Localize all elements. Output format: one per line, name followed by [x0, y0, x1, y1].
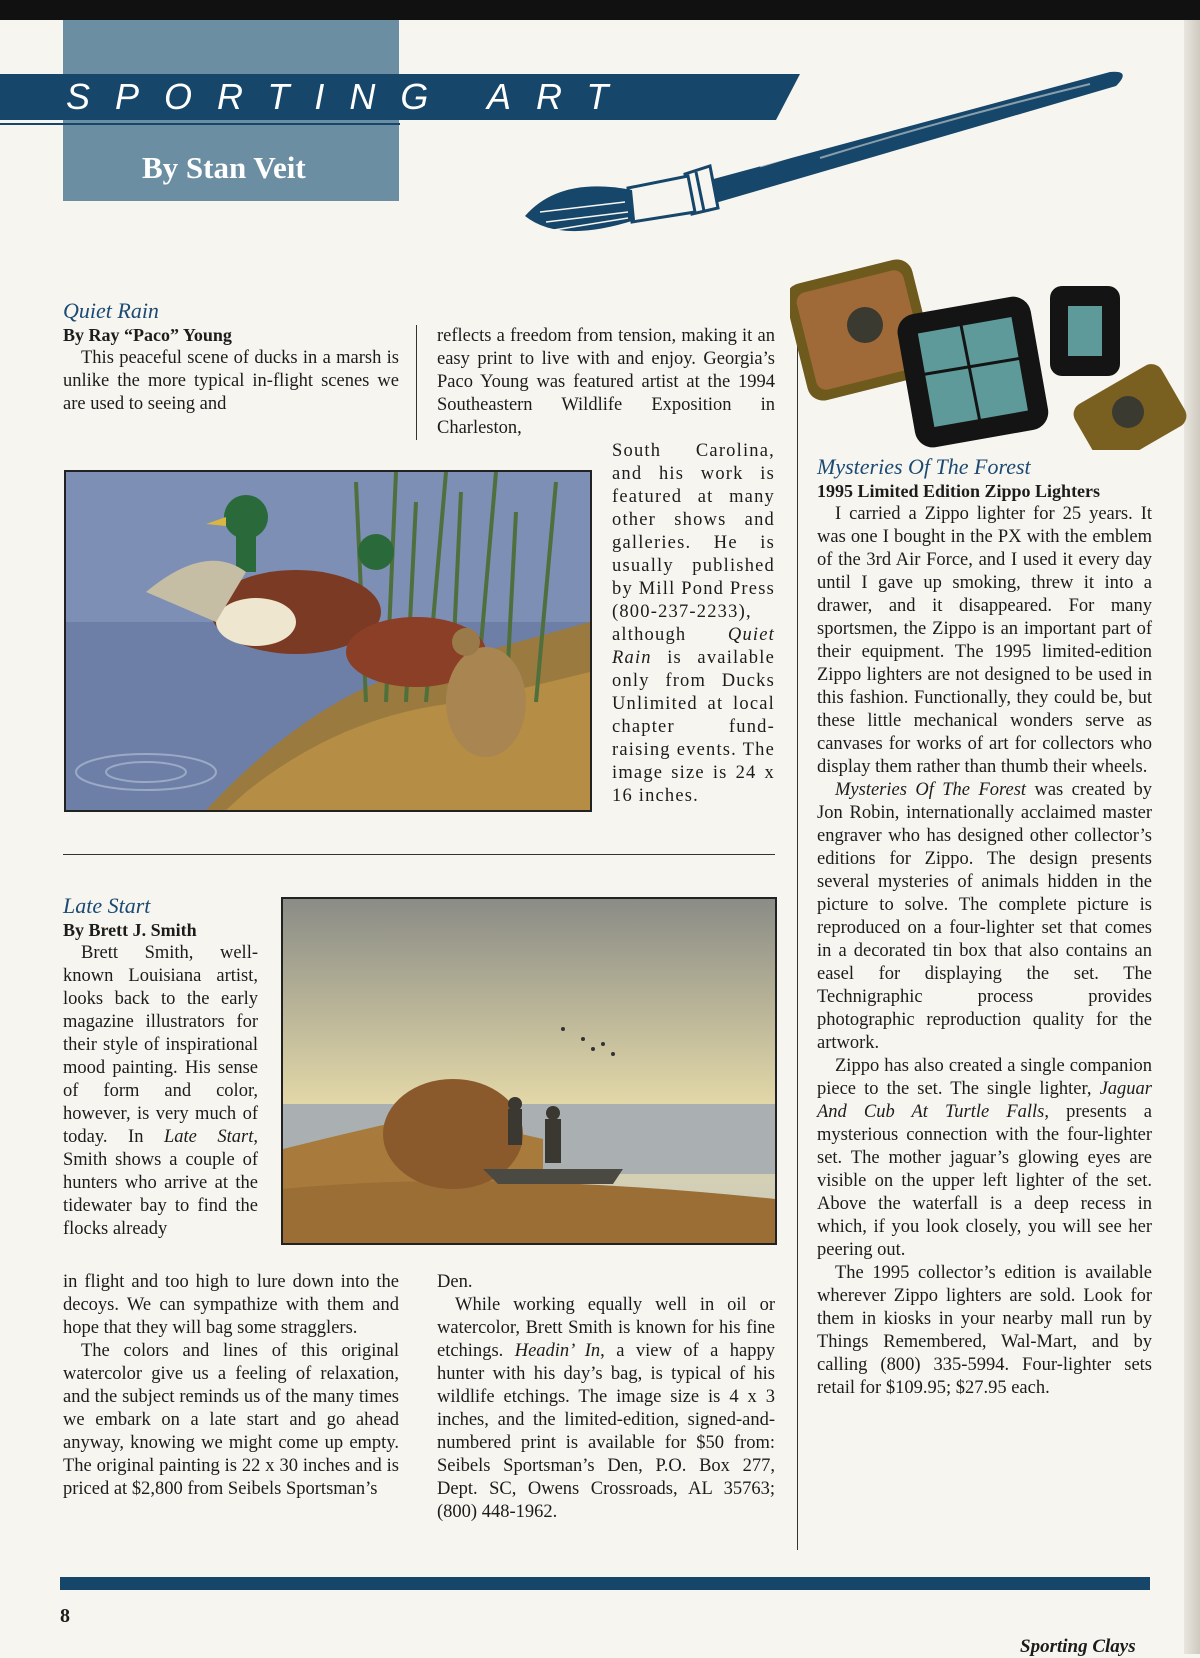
article3-para2-text: was created by Jon Robin, internationally acclaimed master engraver who has designed other collector’s editions for Zippo. The design presents several mysteries of animals hidden in the picture to solve. The complete picture is reproduced on a four-lighter set that comes in a decorated tin box that also contains an easel for displaying the set. The Technigraphic process provides photographic reproduction quality for the artwork. [817, 780, 1152, 1053]
article2-italic-title: Late Start [163, 1127, 254, 1147]
header-rule [0, 123, 400, 125]
article2-paragraph-2-cont: Den. [437, 1272, 473, 1292]
article1-left-column [63, 298, 399, 416]
quiet-rain-painting [64, 470, 592, 812]
page-number: 8 [60, 1605, 70, 1627]
article2-paragraph-2: The colors and lines of this original watercolor give us a feeling of relaxation, and the subject reminds us of the many times we embark on a late start and go ahead anyway, knowing we might come up empty. The original painting is 22 x 30 inches and is priced at $2,800 from Seibels Sportsman’s [63, 1341, 399, 1499]
article3-title: Mysteries Of The Forest [817, 454, 1031, 479]
zippo-lighters-photo [790, 250, 1190, 450]
article-separator [63, 854, 775, 855]
article3-para3-text-b: , presents a mysterious connection with the four-lighter set. The mother jaguar’s glowing eyes are visible on the upper left lighter of the set. Above the waterfall is a deep recess in which, if you look closely, you will see her peering out. [817, 1102, 1152, 1260]
article3-column [817, 454, 1152, 1400]
article2-bottom-left-column [63, 1271, 399, 1501]
column-divider [416, 325, 417, 440]
article3-paragraph-3 [817, 1055, 1152, 1262]
article3-para3-italic: Jaguar And Cub At Turtle Falls [817, 1079, 1152, 1122]
article3-para3-text-a: Zippo has also created a single companion piece to the set. The single lighter, [817, 1056, 1152, 1099]
article2-para3-italic: Headin’ In [514, 1341, 601, 1361]
article3-paragraph-1: I carried a Zippo lighter for 25 years. It was one I bought in the PX with the emblem of the 3rd Air Force, and I used it every day until I gave up smoking, threw it into a drawer, and it disappeared. For many sportsmen, the Zippo is an important part of their equipment. The 1995 limited-edition Zippo lighters are not designed to be used in this fashion. Functionally, they could be, but these little mechanical wonders serve as canvases for works of art for collectors who display them rather than thumb their wheels. [817, 504, 1152, 777]
article2-para3-text-b: , a view of a happy hunter with his day’s bag, is typical of his wildlife etchings. The image size is 4 x 3 inches, and the limited-edition, signed-and-numbered print is available for $50 from: Seibels Sportsman’s Den, P.O. Box 277, Dept. SC, Owens Crossroads, AL 35763; (800) 448-1962. [437, 1341, 775, 1522]
article3-paragraph-2 [817, 779, 1152, 1055]
article3-paragraph-4: The 1995 collector’s edition is available wherever Zippo lighters are sold. Look for them in kiosks in your nearby mall run by Things Remembered, Wal-Mart, and by calling (800) 335-5994. Four-lighter sets retail for $109.95; $27.95 each. [817, 1263, 1152, 1398]
section-title: SPORTING ART [66, 76, 634, 117]
article1-byline: By Ray “Paco” Young [63, 325, 232, 345]
article1-paragraph-cont: reflects a freedom from tension, making it an easy print to live with and enjoy. Georgia’s Paco Young was featured artist at the 1994 Southeastern Wildlife Exposition in Charleston, [437, 326, 775, 438]
author-byline: By Stan Veit [142, 150, 306, 185]
paintbrush-icon [520, 66, 1160, 246]
article2-para3-text-a: While working equally well in oil or watercolor, Brett Smith is known for his fine etchings. [437, 1295, 775, 1361]
article1-title: Quiet Rain [63, 298, 159, 323]
article2-paragraph-3 [437, 1294, 775, 1524]
article3-para2-italic: Mysteries Of The Forest [835, 780, 1027, 800]
article1-paragraph: This peaceful scene of ducks in a marsh is unlike the more typical in-flight scenes we are used to seeing and [63, 348, 399, 414]
article1-side-text [612, 440, 775, 808]
article2-title: Late Start [63, 893, 151, 918]
top-edge [0, 0, 1200, 20]
article1-side-text-a: South Carolina, and his work is featured at many other shows and galleries. He is usually published by Mill Pond Press (800-237-2233), although [612, 441, 775, 645]
article1-side-text-b: is available only from Ducks Unlimited at local chapter fund-raising events. The image size is 24 x 16 inches. [612, 648, 775, 806]
article2-bottom-right-column [437, 1271, 775, 1524]
column-divider [797, 335, 798, 1550]
late-start-painting [281, 897, 777, 1245]
article1-wrap-column [612, 440, 775, 808]
article2-byline: By Brett J. Smith [63, 920, 197, 940]
footer-bar [60, 1577, 1150, 1590]
magazine-name: Sporting Clays [1020, 1636, 1136, 1657]
article1-right-column [437, 325, 775, 440]
article3-byline: 1995 Limited Edition Zippo Lighters [817, 481, 1101, 501]
article2-text-a: Brett Smith, well-known Louisiana artist, looks back to the early magazine illustrators for their style of inspirational mood painting. His sense of form and color, however, is very much of today. In [63, 943, 258, 1147]
article2-paragraph [63, 942, 258, 1241]
article1-side-italic: Quiet Rain [612, 625, 775, 668]
article2-left-column [63, 893, 258, 1241]
article2-paragraph-cont: in flight and too high to lure down into the decoys. We can sympathize with them and hope that they will bag some stragglers. [63, 1272, 399, 1338]
article2-text-b: , Smith shows a couple of hunters who arrive at the tidewater bay to find the flocks already [63, 1127, 258, 1239]
